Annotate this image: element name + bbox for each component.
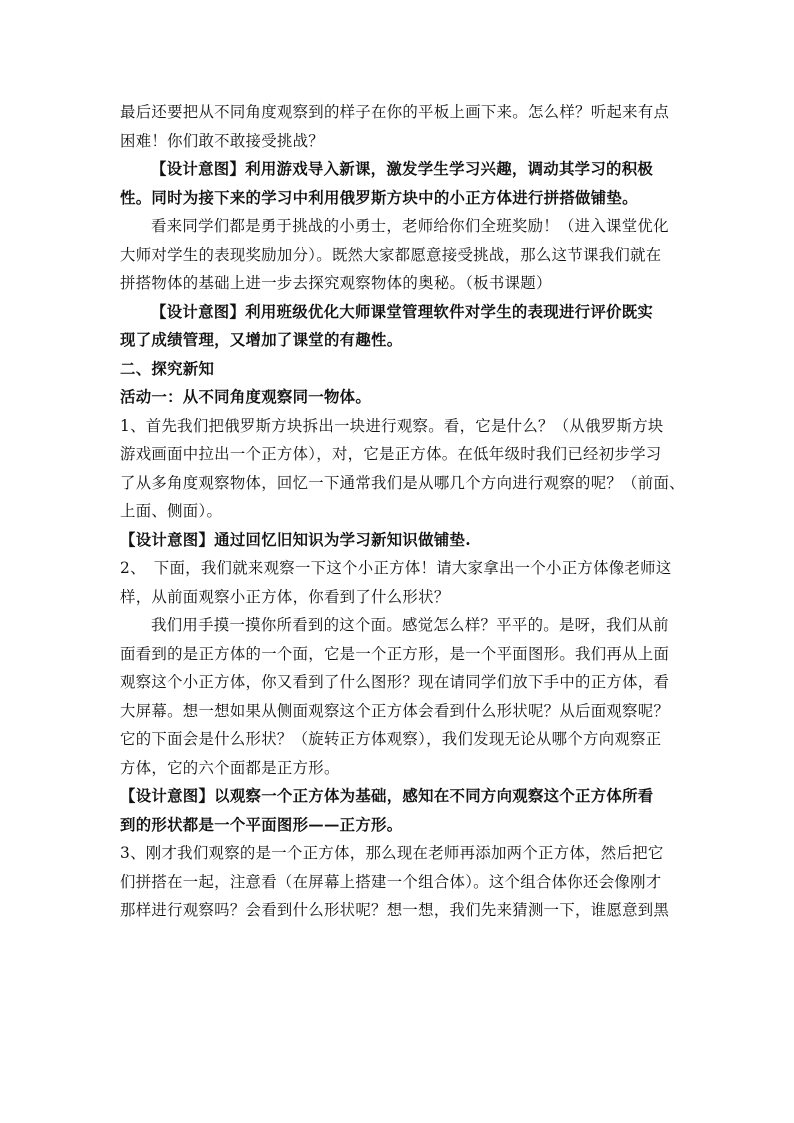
design-intent-line: 现了成绩管理，又增加了课堂的有趣性。 bbox=[120, 331, 403, 349]
text-line: 3、刚才我们观察的是一个正方体，那么现在老师再添加两个正方体，然后把它 bbox=[120, 844, 664, 862]
text-line: 游戏画面中拉出一个正方体），对，它是正方体。在低年级时我们已经初步学习 bbox=[120, 445, 662, 463]
design-intent-line: 【设计意图】以观察一个正方体为基础，感知在不同方向观察这个正方体所看 bbox=[120, 787, 654, 805]
text-line: 我们用手摸一摸你所看到的这个面。感觉怎么样？平平的。是呀，我们从前 bbox=[151, 616, 669, 634]
text-line: 看来同学们都是勇于挑战的小勇士，老师给你们全班奖励！（进入课堂优化 bbox=[151, 217, 669, 235]
text-line: 1、首先我们把俄罗斯方块拆出一块进行观察。看，它是什么？（从俄罗斯方块 bbox=[120, 416, 664, 435]
design-intent-line: 【设计意图】利用班级优化大师课堂管理软件对学生的表现进行评价既实 bbox=[151, 302, 654, 321]
text-line: 方体，它的六个面都是正方形。 bbox=[120, 758, 340, 777]
document-page bbox=[120, 98, 685, 925]
text-line: 拼搭物体的基础上进一步去探究观察物体的奥秘。（板书课题） bbox=[120, 274, 552, 292]
section-heading: 二、探究新知 bbox=[120, 359, 215, 378]
text-line: 大师对学生的表现奖励加分）。既然大家都愿意接受挑战，那么这节课我们就在 bbox=[120, 245, 662, 264]
design-intent-line: 【设计意图】通过回忆旧知识为学习新知识做铺垫. bbox=[120, 530, 471, 549]
text-line: 它的下面会是什么形状？（旋转正方体观察），我们发现无论从哪个方向观察正 bbox=[120, 730, 662, 748]
design-intent-line: 性。同时为接下来的学习中利用俄罗斯方块中的小正方体进行拼搭做铺垫。 bbox=[120, 188, 638, 207]
text-line: 面看到的是正方体的一个面，它是一个正方形，是一个平面图形。我们再从上面 bbox=[120, 644, 670, 663]
text-line: 2、 下面，我们就来观察一下这个小正方体！请大家拿出一个小正方体像老师这 bbox=[120, 559, 672, 577]
text-line: 观察这个小正方体，你又看到了什么图形？现在请同学们放下手中的正方体，看 bbox=[120, 673, 670, 691]
text-line: 了从多角度观察物体，回忆一下通常我们是从哪几个方向进行观察的呢？（前面、 bbox=[120, 473, 685, 492]
design-intent-line: 到的形状都是一个平面图形——正方形。 bbox=[120, 815, 403, 834]
text-line: 大屏幕。想一想如果从侧面观察这个正方体会看到什么形状呢？从后面观察呢？ bbox=[120, 701, 670, 720]
text-line: 困难！你们敢不敢接受挑战？ bbox=[120, 131, 324, 150]
text-line: 样，从前面观察小正方体，你看到了什么形状？ bbox=[120, 587, 450, 606]
text-line: 那样进行观察吗？会看到什么形状呢？想一想，我们先来猜测一下，谁愿意到黑 bbox=[120, 901, 670, 919]
text-line: 最后还要把从不同角度观察到的样子在你的平板上画下来。怎么样？听起来有点 bbox=[120, 103, 670, 121]
text-line: 上面、侧面）。 bbox=[120, 502, 223, 520]
activity-heading: 活动一：从不同角度观察同一物体。 bbox=[120, 388, 372, 406]
text-line: 们拼搭在一起，注意看（在屏幕上搭建一个组合体）。这个组合体你还会像刚才 bbox=[120, 872, 662, 891]
design-intent-line: 【设计意图】利用游戏导入新课，激发学生学习兴趣，调动其学习的积极 bbox=[151, 160, 654, 178]
